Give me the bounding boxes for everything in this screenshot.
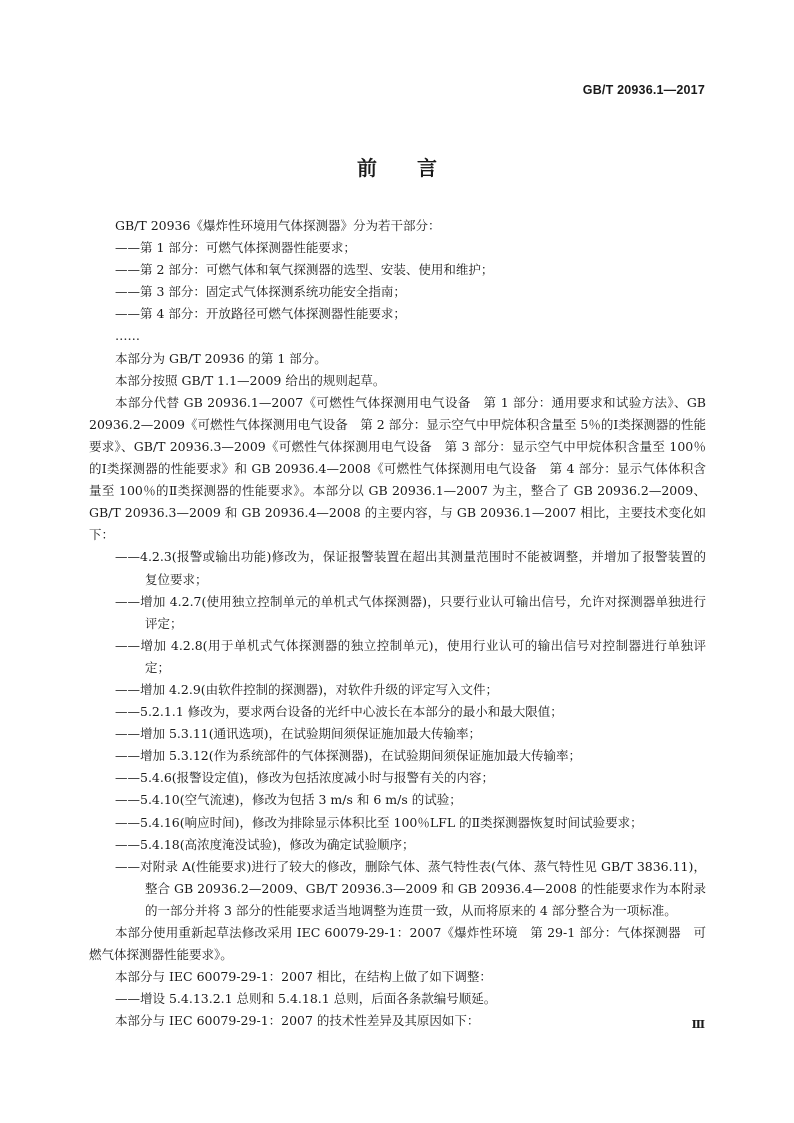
list-item: ——5.4.10(空气流速)，修改为包括 3 m/s 和 6 m/s 的试验； [115,792,462,808]
list-item: ——增设 5.4.13.2.1 总则和 5.4.18.1 总则，后面各条款编号顺延。 [115,991,497,1007]
paragraph: 本部分与 IEC 60079-29-1：2007 的技术性差异及其原因如下： [115,1013,480,1029]
page-title: 前言 [357,156,477,180]
list-item: ——5.2.1.1 修改为，要求两台设备的光纤中心波长在本部分的最小和最大限值； [115,704,563,720]
paragraph: 本部分代替 GB 20936.1—2007《可燃性气体探测用电气设备 第 1 部分：通用要求和试验方法》、GB 20936.2—2009《可燃性气体探测用电气设备 第 2 部分：显示空气中甲烷体积含量至 5％的Ⅰ类探测器的性能要求》、GB/T 20936.3—2009《可燃性气体探测用电气设备 第 3 部分：显示空气中甲烷体积含量至 100％的Ⅰ类探测器的性能要求》和 GB 20936.4—2008《可燃性气体探测用电气设备 第 4 部分：显示气体体积含量至 100％的Ⅱ类探测器的性能要求》。本部分以 GB 20936.1—2007 为主，整合了 GB 20936.2—2009、GB/T 20936.3—2009 和 GB 20936.4—2008 的主要内容，与 GB 20936.1—2007 相比，主要技术变化如下： [89,394,710,543]
list-item: ——增加 5.3.12(作为系统部件的气体探测器)，在试验期间须保证施加最大传输率； [115,748,581,764]
list-item: ——第 1 部分：可燃气体探测器性能要求； [115,240,356,256]
list-item: ——第 3 部分：固定式气体探测系统功能安全指南； [115,284,406,300]
paragraph: 本部分按照 GB/T 1.1—2009 给出的规则起草。 [115,372,386,388]
paragraph: …… [115,328,140,344]
list-item: ——第 4 部分：开放路径可燃气体探测器性能要求； [115,306,406,322]
list-item: ——增加 5.3.11(通讯选项)，在试验期间须保证施加最大传输率； [115,726,481,742]
standard-code: GB/T 20936.1—2017 [582,83,705,97]
paragraph: GB/T 20936《爆炸性环境用气体探测器》分为若干部分： [115,218,441,233]
list-item: ——4.2.3(报警或输出功能)修改为，保证报警装置在超出其测量范围时不能被调整，并增加了报警装置的复位要求； [115,549,706,587]
document-body [89,215,710,1032]
list-item: ——5.4.16(响应时间)，修改为排除显示体积比至 100％LFL 的Ⅱ类探测器恢复时间试验要求； [115,814,643,830]
paragraph: 本部分使用重新起草法修改采用 IEC 60079-29-1：2007《爆炸性环境 第 29-1 部分：气体探测器 可燃气体探测器性能要求》。 [89,925,706,963]
list-item: ——增加 4.2.9(由软件控制的探测器)，对软件升级的评定写入文件； [115,681,499,697]
list-item: ——对附录 A(性能要求)进行了较大的修改，删除气体、蒸气特性表(气体、蒸气特性见 GB/T 3836.11)，整合 GB 20936.2—2009、GB/T 20936.3—2009 和 GB 20936.4—2008 的性能要求作为本附录的一部分并将 3 部分的性能要求适当地调整为连贯一致，从而将原来的 4 部分整合为一项标准。 [115,858,706,918]
paragraph: 本部分与 IEC 60079-29-1：2007 相比，在结构上做了如下调整： [115,969,492,985]
paragraph: 本部分为 GB/T 20936 的第 1 部分。 [115,350,327,366]
page-number: Ⅲ [691,1018,705,1031]
list-item: ——第 2 部分：可燃气体和氧气探测器的选型、安装、使用和维护； [115,262,494,278]
list-item: ——5.4.18(高浓度淹没试验)，修改为确定试验顺序； [115,836,415,852]
list-item: ——5.4.6(报警设定值)，修改为包括浓度减小时与报警有关的内容； [115,770,495,786]
list-item: ——增加 4.2.7(使用独立控制单元的单机式气体探测器)，只要行业认可输出信号，允许对探测器单独进行评定； [115,593,706,631]
list-item: ——增加 4.2.8(用于单机式气体探测器的独立控制单元)，使用行业认可的输出信号对控制器进行单独评定； [115,637,706,675]
